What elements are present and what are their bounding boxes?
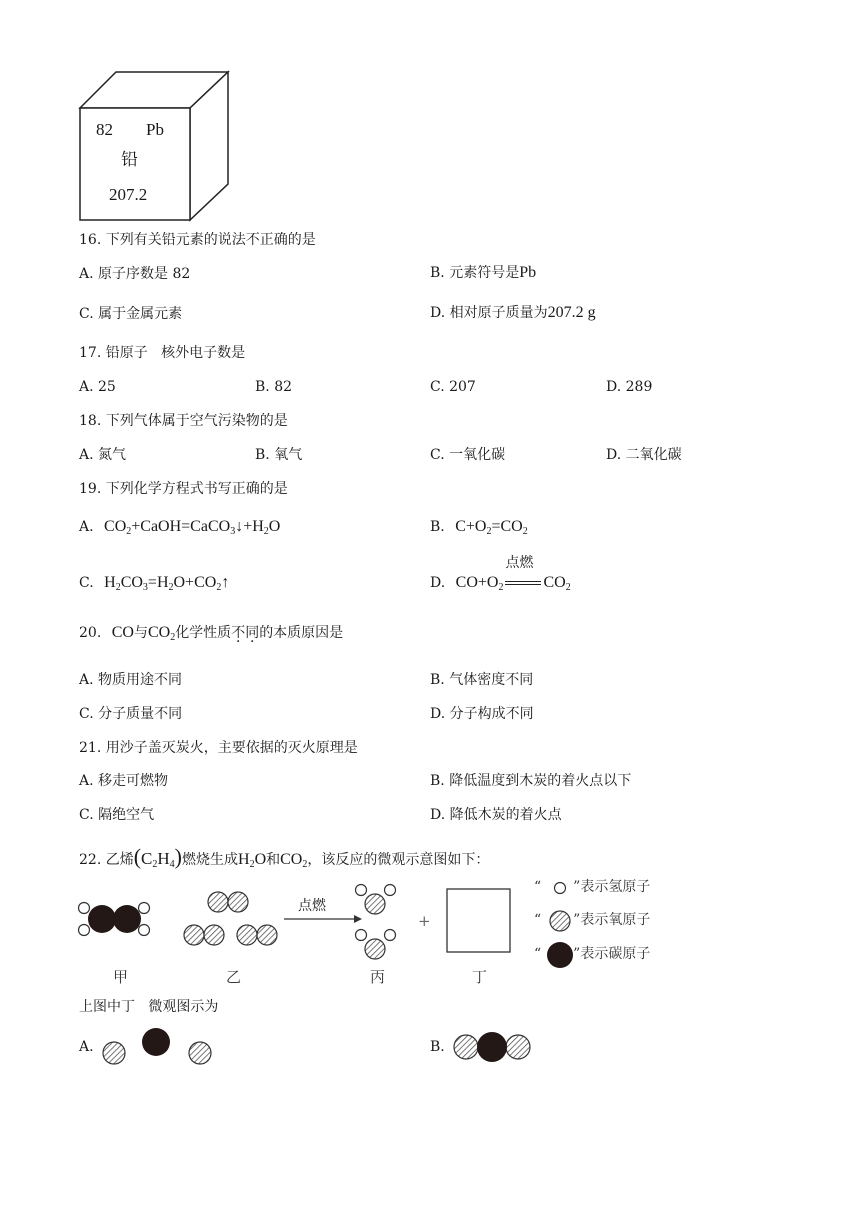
plus-sign: + xyxy=(418,912,431,930)
element-symbol: Pb xyxy=(146,120,164,139)
q19-option-b-equation: $C+O_2=CO_2$ xyxy=(455,518,528,537)
q22-option-a[interactable] xyxy=(79,1027,229,1067)
q22-stem-4: ，该反应的微观示意图如下： xyxy=(307,852,490,868)
label-ding: 丁 xyxy=(472,968,488,986)
q20-option-a[interactable]: A. 物质用途不同 xyxy=(79,672,183,688)
reaction-arrow-label: 点燃 xyxy=(298,898,326,914)
q17-option-b[interactable]: B. 82 xyxy=(255,379,293,395)
q16-option-b-text: B. 元素符号是 xyxy=(430,265,520,281)
q22-stem-1: 22. 乙烯 xyxy=(79,852,134,868)
q19-option-b[interactable] xyxy=(430,519,528,535)
q22-stem-3: 和 xyxy=(266,852,281,868)
q17-option-c[interactable]: C. 207 xyxy=(430,379,476,395)
q20-number: 20. xyxy=(79,625,102,641)
q17-stem: 17. 铅原子 核外电子数是 xyxy=(79,345,246,361)
q20-co: CO xyxy=(111,624,134,641)
q19-option-c-label: C. xyxy=(79,575,94,591)
q16-option-c[interactable]: C. 属于金属元素 xyxy=(79,306,183,322)
q16-option-d[interactable] xyxy=(430,305,596,321)
q17-option-d[interactable]: D. 289 xyxy=(606,379,653,395)
q20-emphasis-1: 不 xyxy=(231,625,246,641)
q19-option-d-condition: 点燃 xyxy=(505,556,534,571)
q22-option-b[interactable] xyxy=(430,1030,550,1066)
q22-option-a-diagram xyxy=(99,1027,219,1067)
q19-option-a-equation: $CO_2+CaOH=CaCO_3↓+H_2O$ xyxy=(104,518,281,537)
q19-option-c[interactable] xyxy=(79,575,229,591)
label-bing: 丙 xyxy=(370,968,386,986)
q22-option-b-label: B. xyxy=(430,1039,445,1055)
q16-option-d-value: 207.2 g xyxy=(547,304,596,321)
q22-option-a-label: A. xyxy=(79,1039,94,1055)
q20-option-b[interactable]: B. 气体密度不同 xyxy=(430,672,534,688)
molecule-jia xyxy=(79,903,150,936)
q21-option-d[interactable]: D. 降低木炭的着火点 xyxy=(430,807,562,823)
q19-option-d[interactable] xyxy=(430,556,571,593)
q17-option-a[interactable]: A. 25 xyxy=(79,379,116,395)
q20-option-c[interactable]: C. 分子质量不同 xyxy=(79,706,183,722)
q19-option-d-equation: $CO+O_2$ 点燃 $CO_2$ xyxy=(455,556,571,593)
q19-option-a-label: A. xyxy=(79,519,94,535)
q18-stem: 18. 下列气体属于空气污染物的是 xyxy=(79,413,288,429)
q18-option-b[interactable]: B. 氧气 xyxy=(255,447,303,463)
q22-co2-formula: $CO_2$ xyxy=(280,851,308,870)
q16-option-b[interactable] xyxy=(430,265,536,281)
q20-co2: $CO_2$ xyxy=(147,624,176,643)
molecule-yi xyxy=(184,892,277,945)
element-name: 铅 xyxy=(121,150,138,170)
element-mass: 207.2 xyxy=(109,185,148,204)
q16-option-b-symbol: Pb xyxy=(519,264,537,281)
q16-option-d-text: D. 相对原子质量为 xyxy=(430,305,548,321)
molecule-ding-box xyxy=(447,889,510,952)
q20-tail-1: 化学性质 xyxy=(175,625,232,641)
q19-option-d-label: D. xyxy=(430,575,446,591)
q22-followup: 上图中丁 微观图示为 xyxy=(79,999,219,1015)
q22-stem-2: 燃烧生成 xyxy=(182,852,238,868)
q19-option-a[interactable] xyxy=(79,519,280,535)
q16-stem: 16. 下列有关铅元素的说法不正确的是 xyxy=(79,232,316,248)
q22-option-b-diagram xyxy=(450,1030,540,1064)
q20-emphasis-2: 同 xyxy=(245,625,260,641)
q20-option-d[interactable]: D. 分子构成不同 xyxy=(430,706,534,722)
legend-oxygen: “ ”表示氧原子 xyxy=(534,912,651,928)
q22-ethylene-formula: $(C_2H_4)$ xyxy=(133,844,182,870)
label-yi: 乙 xyxy=(226,968,242,986)
q19-option-c-equation: $H_2CO_3=H_2O+CO_2↑$ xyxy=(104,574,230,593)
q21-option-c[interactable]: C. 隔绝空气 xyxy=(79,807,155,823)
legend-carbon: “ ”表示碳原子 xyxy=(534,946,651,962)
q20-tail-2: 的本质原因是 xyxy=(259,625,344,641)
label-jia: 甲 xyxy=(113,968,129,986)
q22-stem xyxy=(79,846,489,868)
q18-option-a[interactable]: A. 氮气 xyxy=(79,447,127,463)
q18-option-c[interactable]: C. 一氧化碳 xyxy=(430,447,506,463)
q19-option-b-label: B. xyxy=(430,519,445,535)
q21-option-a[interactable]: A. 移走可燃物 xyxy=(79,773,169,789)
q22-water-formula: $H_2O$ xyxy=(238,851,267,870)
q20-with: 与 xyxy=(133,625,148,641)
molecule-bing xyxy=(356,885,396,960)
q18-option-d[interactable]: D. 二氧化碳 xyxy=(606,447,682,463)
q16-option-a[interactable]: A. 原子序数是 82 xyxy=(79,266,191,282)
element-number: 82 xyxy=(96,120,113,139)
element-box-graphic xyxy=(78,70,230,222)
legend-hydrogen: “ ”表示氢原子 xyxy=(534,879,651,895)
q19-stem: 19. 下列化学方程式书写正确的是 xyxy=(79,481,288,497)
q20-stem xyxy=(79,625,343,641)
q21-option-b[interactable]: B. 降低温度到木炭的着火点以下 xyxy=(430,773,632,789)
q21-stem: 21. 用沙子盖灭炭火，主要依据的灭火原理是 xyxy=(79,740,358,756)
